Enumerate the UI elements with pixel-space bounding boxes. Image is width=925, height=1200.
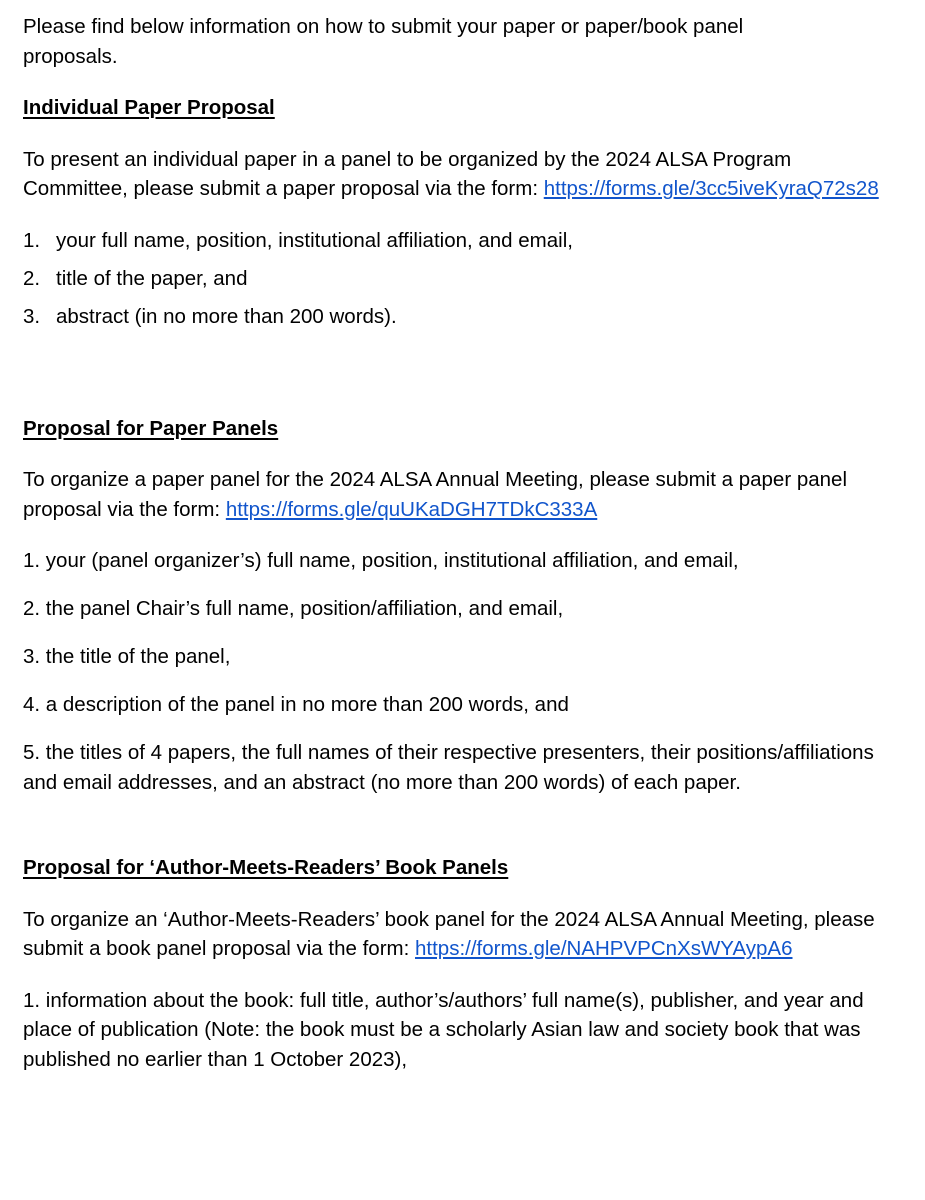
individual-form-link[interactable]: https://forms.gle/3cc5iveKyraQ72s28 [543, 177, 879, 200]
paper-panels-text: To organize a paper panel for the 2024 ALSA Annual Meeting, please submit a paper panel proposal via the form: [23, 468, 848, 521]
list-text: abstract (in no more than 200 words). [56, 304, 397, 328]
document-page [23, 12, 903, 1093]
paper-panels-paragraph [23, 465, 883, 524]
list-item: 1. your (panel organizer’s) full name, position, institutional affiliation, and email, [23, 549, 739, 572]
intro-paragraph: Please find below information on how to submit your paper or paper/book panel proposals. [23, 15, 744, 68]
individual-text: To present an individual paper in a panel to be organized by the 2024 ALSA Program Committee, please submit a paper proposal via the form: [23, 147, 792, 200]
list-item: 5. the titles of 4 papers, the full names of their respective presenters, their positions/affiliations and email addresses, and an abstract (no more than 200 words) of each paper. [23, 741, 874, 794]
list-text: title of the paper, and [56, 266, 248, 290]
paper-panels-heading: Proposal for Paper Panels [23, 416, 279, 440]
list-number: 3. [23, 304, 41, 328]
list-item: 1. information about the book: full title, author’s/authors’ full name(s), publisher, and year and place of publication (Note: the book must be a scholarly Asian law and society book that was published no earlier than 1 October 2023), [23, 988, 864, 1071]
individual-heading: Individual Paper Proposal [23, 96, 275, 119]
individual-list [23, 226, 903, 340]
book-panels-list [23, 986, 903, 1075]
book-panels-heading: Proposal for ‘Author-Meets-Readers’ Book Panels [23, 856, 509, 879]
book-panels-paragraph [23, 905, 893, 964]
list-text: your full name, position, institutional affiliation, and email, [56, 228, 573, 252]
list-number: 2. [23, 266, 41, 290]
book-panels-form-link[interactable]: https://forms.gle/NAHPVPCnXsWYAypA6 [415, 937, 793, 960]
list-item: 4. a description of the panel in no more than 200 words, and [23, 693, 569, 716]
individual-paragraph [23, 145, 883, 204]
list-item: 3. the title of the panel, [23, 645, 231, 668]
paper-panels-list [23, 546, 903, 797]
list-item [23, 302, 903, 340]
list-item [23, 226, 903, 264]
book-panels-text: To organize an ‘Author-Meets-Readers’ book panel for the 2024 ALSA Annual Meeting, please submit a book panel proposal via the form: [23, 907, 875, 960]
list-item: 2. the panel Chair’s full name, position/affiliation, and email, [23, 597, 564, 620]
paper-panels-form-link[interactable]: https://forms.gle/quUKaDGH7TDkC333A [225, 497, 598, 521]
list-item [23, 264, 903, 302]
list-number: 1. [23, 228, 41, 252]
